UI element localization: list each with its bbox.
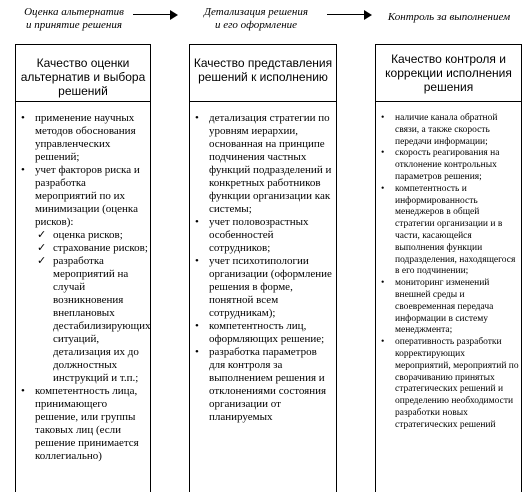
stage-title-line: Оценка альтернатив xyxy=(24,6,124,18)
stage-title-detailing xyxy=(186,6,326,32)
list-item-text: учет половозрастных особенностей сотрудников; xyxy=(209,216,309,254)
criteria-list xyxy=(193,112,334,424)
sub-list-item-text: страхование рисков; xyxy=(53,242,148,254)
bullet-dot-icon: • xyxy=(381,148,385,159)
column-header-text: Качество контроля и коррекции исполнения решения xyxy=(385,52,512,94)
column-header-box xyxy=(15,44,151,102)
stage-title-line: и его оформление xyxy=(214,19,298,31)
bullet-dot-icon: • xyxy=(195,320,199,332)
list-item xyxy=(379,113,519,148)
list-item xyxy=(19,112,148,164)
list-item-text: компетентность и информированность менеджеров в общей стратегии организации и в части, касающейся выполнения функции подразделения, находящегося в его подчинении; xyxy=(395,183,516,277)
checkmark-icon: ✓ xyxy=(37,242,47,254)
list-item-text: детализация стратегии по уровням иерархии, основанная на принципе подчинения частных функций подразделений и конкретных работников функции организации как системы; xyxy=(209,112,332,215)
list-item-text: наличие канала обратной связи, а также скорость передачи информации; xyxy=(395,113,498,147)
bullet-dot-icon: • xyxy=(195,346,199,358)
sub-list xyxy=(35,229,151,385)
bullet-dot-icon: • xyxy=(21,164,25,176)
criteria-column xyxy=(15,102,151,492)
list-item xyxy=(193,320,334,346)
right-arrow-icon xyxy=(133,10,178,20)
list-item-text: мониторинг изменений внешней среды и своевременная передача информации в систему менеджмента; xyxy=(395,278,494,336)
list-item xyxy=(379,184,519,278)
bullet-dot-icon: • xyxy=(381,278,385,289)
checkmark-icon: ✓ xyxy=(37,255,47,267)
list-item xyxy=(19,385,148,463)
criteria-list xyxy=(379,113,519,432)
list-item-text: компетентность лиц, оформляющих решение; xyxy=(209,320,325,345)
bullet-dot-icon: • xyxy=(21,112,25,124)
column-header-box xyxy=(375,44,522,102)
criteria-list xyxy=(19,112,151,463)
list-item xyxy=(379,337,519,431)
list-item-text: скорость реагирования на отклонение контрольных параметров решения; xyxy=(395,148,500,182)
bullet-dot-icon: • xyxy=(195,112,199,124)
sub-list-item-text: разработка мероприятий на случай возникновения внеплановых дестабилизирующих ситуаций, детализация их до должностных инструкций и т.п.; xyxy=(53,255,151,384)
list-item-text: разработка параметров для контроля за выполнением решения и отклонениями состояния организации от планируемых xyxy=(209,346,327,423)
list-item xyxy=(379,148,519,183)
list-item xyxy=(193,255,334,320)
checkmark-icon: ✓ xyxy=(37,229,47,241)
stage-title-evaluation xyxy=(4,6,144,32)
list-item-text: учет факторов риска и разработка мероприятий по их минимизации (оценка рисков): xyxy=(35,164,140,228)
stage-title-control xyxy=(372,11,526,24)
bullet-dot-icon: • xyxy=(381,183,385,194)
list-item xyxy=(379,278,519,337)
column-header-box xyxy=(189,44,337,102)
sub-list-item xyxy=(35,229,148,242)
list-item-text: применение научных методов обоснования управленческих решений; xyxy=(35,112,136,163)
sub-list-item xyxy=(35,242,148,255)
bullet-dot-icon: • xyxy=(381,337,385,348)
list-item xyxy=(193,112,334,216)
list-item-text: компетентность лица, принимающего решение, или группы таковых лиц (если решение принимается коллегиально) xyxy=(35,385,139,462)
bullet-dot-icon: • xyxy=(21,385,25,397)
criteria-column xyxy=(375,102,522,492)
bullet-dot-icon: • xyxy=(195,255,199,267)
stage-title-line: и принятие решения xyxy=(25,19,123,31)
list-item xyxy=(19,164,151,385)
stage-title-line: Детализация решения xyxy=(204,6,308,18)
list-item-text: оперативность разработки корректирующих мероприятий, мероприятий по сворачиванию принятых стратегических решений и определению необходимости разработки новых стратегических решений xyxy=(395,337,519,430)
criteria-column xyxy=(189,102,337,492)
bullet-dot-icon: • xyxy=(195,216,199,228)
stage-title-line: Контроль за выполнением xyxy=(387,11,511,23)
column-header-text: Качество оценки альтернатив и выбора решений xyxy=(20,56,146,98)
list-item xyxy=(193,216,334,255)
right-arrow-icon xyxy=(327,10,372,20)
sub-list-item-text: оценка рисков; xyxy=(53,229,123,241)
column-header-text: Качество представления решений к исполнению xyxy=(193,56,333,84)
list-item xyxy=(193,346,334,424)
list-item-text: учет психотипологии организации (оформление решения в форме, понятной всем сотрудникам); xyxy=(209,255,332,319)
sub-list-item xyxy=(35,255,151,385)
bullet-dot-icon: • xyxy=(381,113,385,123)
